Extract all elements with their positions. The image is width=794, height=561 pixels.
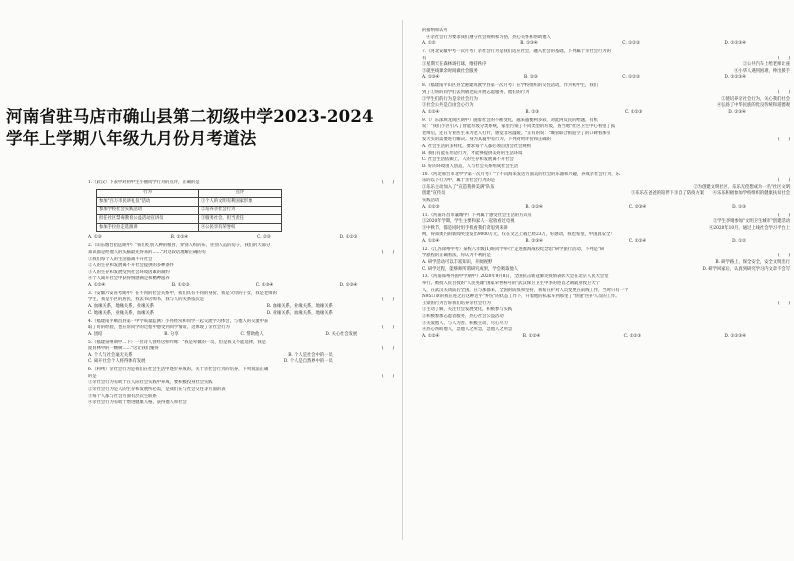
answer-blank: ( ) (382, 297, 394, 303)
sub-statement: D. 研学回家后，认真到研究学习内文章不会写 (702, 266, 790, 272)
table-row (97, 223, 282, 232)
option-row (422, 41, 746, 48)
option-row (422, 205, 746, 212)
table-cell: ②培养亲社会行为 (198, 206, 281, 215)
answer-option: C. ①②③ (623, 333, 642, 339)
question-stem-line: 7.（河北安徽中考一次月考）亲社会行为是我们适应社会，融入社会的基础，下列属于亲社会行为的 (422, 49, 611, 55)
question-stem: 知识都是经他人的头脑最先得来的……"对这段话理解正确的有 (88, 249, 206, 255)
sub-statement: ①亲社会行为有助于在人际社会实践中养成，要积极投身社会实践 (88, 380, 213, 386)
answer-option: B. ②③ (524, 75, 538, 81)
option-row (88, 359, 333, 366)
answer-option: C. 离开社会个人将得体有发展 (88, 359, 146, 365)
table-cell: ③服务社会，担当责任 (198, 215, 281, 224)
answer-option: B. ①②④ (525, 204, 543, 210)
option-row (88, 304, 333, 311)
sub-statement: ③乐乐在爸爸的陪伴下亲自了防疫方案 ④乐乐积极参加学校组织的健康扶贫社会 (631, 191, 790, 197)
table-cell: 参加学校社会实践活动 (97, 206, 199, 215)
question-stem-line (422, 137, 790, 144)
question-stem-line: 实践活动 (422, 198, 440, 204)
answer-option: D. 个人是自然界中的一员 (283, 359, 333, 365)
question-stem-line: 9.（广东深圳龙岗区期中）随着社会的不断变化，越来越便利多彩，对此阿反民的给题，有机 (422, 117, 598, 123)
question-stem-line: N95口罩的我在进之后这种近乎"弃伤"的状态工作下，开着他的私家车到那里了"快递"医护人员的工作。 (422, 294, 620, 300)
sub-statement: ④亲社会行为有助于增进健康人格，获得他人和社会 (88, 400, 187, 406)
sub-statement: A. 社会生活的多样化，要求每个人都必须首创会社会规则 (422, 143, 531, 149)
answer-option: D. ①③ (732, 204, 746, 210)
sub-statement: ①星期天在森林场打球，维持秩序 (422, 62, 487, 68)
question-stem-line: 2.（山东烟台招远期中）"我们吃别人种的粮食，穿别人织的布，住别人造的房子，我们的大部分 (88, 243, 271, 249)
answer-blank: ( ) (382, 325, 394, 331)
right-column (408, 0, 794, 561)
sub-statement-row (422, 267, 790, 274)
question (422, 83, 790, 116)
question-stem-line: ④亲社会行为要求我们遵守社会规则和习俗，热心关怀和帮助他人 (422, 34, 551, 40)
answer-option: D. ①② (732, 238, 746, 244)
sub-statement: ④个人离开社会中获得情感满足和精神滋养 (88, 276, 170, 282)
sub-statement: ②人的生存和发展离不开社会提供的多种条件 (88, 263, 174, 269)
answer-option: B. 分享 (164, 331, 179, 337)
question (88, 291, 394, 317)
answer-option: B. 个人是社会中的一员 (288, 352, 333, 358)
question (422, 247, 790, 273)
sub-statement: 创建"宣传员 (422, 191, 446, 197)
question-stem-line (422, 178, 790, 185)
sub-statement: B. 研学路上，保全安全，安全文明出行 (715, 259, 790, 265)
answer-option: D. ①②③④ (724, 41, 746, 47)
question-stem-line: 网，得知奥内的新闻奖里发出9000万元，仅在文艺上载已经23万，好感动，我也希望，中国真安全！ (422, 232, 615, 238)
question-stem: 学旅程的正确看法，你认为不利的是 (422, 253, 491, 259)
answer-option: C. ①②③ (622, 75, 640, 81)
question (422, 213, 790, 246)
table-row (97, 198, 282, 207)
answer-blank: ( ) (778, 89, 790, 95)
answer-option: C. 地缘关系，业缘关系，血缘关系 (88, 310, 155, 316)
sub-statement: ②亲社会行为是人的生存和发展所必需，是我们在与社会交往等方面的表 (88, 387, 226, 393)
sub-statement: D. 好的环境由人创造，人与社会关系组成社会生活 (422, 163, 519, 169)
option-row (88, 235, 357, 242)
answer-option: D. ①②③ (339, 235, 358, 241)
answer-option: C. ①②③ (624, 109, 643, 115)
option-row (422, 75, 746, 82)
sub-statement: ③社会公共是自由会心行为 (422, 103, 474, 109)
sub-statement-row (422, 69, 790, 76)
table-row (97, 215, 282, 224)
table-cell: ①个人的文明有利国家形象 (198, 198, 281, 207)
table-header-row (97, 189, 282, 198)
table-row (97, 206, 282, 215)
answer-blank: ( ) (778, 300, 790, 306)
answer-option: A. ①②④ (422, 109, 440, 115)
option-row (88, 332, 357, 339)
question-stem-line (422, 253, 790, 260)
question-stem: 学生，我是小区的居民，我去书店购书，我与人的关系依次是 (88, 297, 205, 303)
question-stem: 庞育林中的一颗树……"这让我们懂得 (88, 346, 159, 352)
option-row (88, 283, 357, 290)
comment-table (96, 189, 282, 233)
answer-option: C. ②③ (257, 235, 271, 241)
sub-statement: ④热心帮助他人，急他人之所急，急他人之所急 (422, 327, 513, 333)
sub-statement: ②积极参加志愿者服务，热心社会公益活动 (422, 314, 504, 320)
table-cell: 参加"百万市民讲礼仪"活动 (97, 198, 199, 207)
sub-statement: ②使培养亲社会行为，关心我们社会 (721, 96, 790, 102)
question-stem-line: 8.（福建南平山区县全港建筑教学县第一次月考）在学校组织的交往活动，作为初中生，我们 (422, 83, 598, 89)
question-stem: 1.（武汉）下表中对初中生小丽同学行为的点评，正确的是 (88, 180, 200, 185)
question-stem: 发大实的需要进行解决。身为其寝中有行为，下列对材评价和正确的 (422, 137, 551, 143)
answer-option: B. ②③④ (525, 238, 543, 244)
answer-option: D. ①②③④ (724, 333, 746, 339)
answer-option: B. ①②④ (522, 333, 541, 339)
option-row (422, 110, 746, 117)
answer-option: A. ①③ (88, 235, 102, 241)
question (88, 367, 394, 407)
question-stem-line (88, 346, 394, 353)
sub-statement: ③关爱他人，与人为善，积极主动，尽心尽力 (422, 320, 508, 326)
answer-option: B. ①②③ (171, 282, 190, 288)
question-stem-line (422, 301, 790, 308)
answer-blank: ( ) (778, 55, 790, 61)
answer-blank: ( ) (382, 373, 394, 379)
answer-blank: ( ) (778, 137, 790, 143)
sub-statement-row (422, 226, 790, 233)
sub-statement: ④小华人遇到困难，伸出援手 (734, 68, 790, 74)
option-row (88, 311, 333, 318)
question (88, 319, 394, 339)
question-stem-line (422, 90, 790, 97)
answer-option: B. ①③④ (520, 41, 538, 47)
question (422, 49, 790, 82)
answer-option: A. 血缘关系，地缘关系，业缘关系 (88, 304, 154, 310)
sub-statement: ③中秋节，都是同时用手机看我们奇思到来讲 (422, 225, 508, 231)
question-stem-line: 13.（河南郑州外国中学期中）2020年9月8日，全国抗击新冠肺炎疫情表彰大会在北京人民大会堂 (422, 274, 609, 280)
sub-statement: ④2020年10月，通过上线社会学习平台上 (709, 225, 790, 231)
answer-blank: ( ) (382, 180, 394, 185)
sub-statement: C. 社会生活依赖上，人的生存和发展离不开社会 (422, 157, 514, 163)
answer-option: C. ①③④ (255, 282, 274, 288)
question (422, 118, 790, 171)
question-stem-line (88, 250, 394, 257)
question-stem-line: 5.（福建泉州期中二下）一位诗人曾经这样吟咏："我是卑微的一员，但是我又不能选择，我是 (88, 339, 266, 345)
answer-option: D. 业缘关系，血缘关系，地缘关系 (266, 310, 333, 316)
question-stem-line: 3.（安徽六安省考期中）在不同的社会关系中，我们具有不同的身份，我是父母的子女，我是老师的 (88, 290, 277, 296)
question-stem: 到了①班的同学们去到敬老院开展志愿服务，他们的行为 (422, 89, 530, 95)
question (422, 274, 790, 340)
sub-statement-row (422, 219, 790, 226)
question-stem-line (88, 180, 394, 187)
answer-option: A. ①②④ (422, 238, 440, 244)
answer-option: C. ①②④ (628, 238, 647, 244)
table-cell: 担任社区禁毒教育公益活动宣讲员 (97, 215, 199, 224)
question-stem: 有 (422, 55, 427, 61)
question-stem-line: 的接纳和认可 (422, 28, 448, 33)
question-stem-line: 举行。被授人民目授的"人民英雄"国家荣誉称号的"武汉保卫卫生中李的进首之期就业授卫大宁 (422, 281, 600, 287)
answer-option: A. ①② (422, 41, 436, 47)
answer-option: A. ②③④ (422, 75, 440, 81)
option-row (422, 334, 746, 341)
sub-statement: ②学生李婧参加"文明卫生城市"创建活动 (713, 219, 790, 225)
answer-option: B. 血缘关系，业缘关系，地缘关系 (266, 304, 333, 310)
answer-option: B. ①②④ (170, 235, 189, 241)
sub-statement: ①主动了解，关注社会发展变化，积极参与实践 (422, 307, 513, 313)
sub-statement: B. 我们有能在坦适行为，才能够提供美好的生活环境 (422, 150, 523, 156)
table-header-cell: 点评 (198, 189, 281, 198)
table-cell: 参加手拉拉走选演讲 (97, 223, 199, 232)
answer-blank: ( ) (382, 249, 394, 255)
answer-option: A. ①②③ (422, 204, 440, 210)
question (88, 180, 394, 242)
sub-statement: ①乐乐主动加入了"宣造我拼美满"队伍 (422, 184, 495, 190)
sub-statement: ①我们每个人的生活都离不开社会 (88, 256, 153, 262)
question-stem: 的是 (88, 373, 97, 379)
option-row (422, 239, 746, 246)
question-stem-line: 老师后，还在专业医生来为老人打针，感觉非常温暖，"正有的说："城管联合街道空了的口碑看那引 (422, 130, 611, 136)
answer-option: A. ①②④ (422, 333, 440, 339)
sub-statement: ③人的生存和发展受到社会环境因素的制约 (88, 269, 170, 275)
answer-option: D. ①②③④ (724, 75, 746, 81)
answer-option: A. ①②④ (88, 282, 106, 288)
sub-statement-row (422, 191, 790, 198)
answer-option: D. 关心社会发展 (325, 331, 358, 337)
answer-option: D. ②③④ (339, 282, 358, 288)
sub-statement-row (422, 260, 790, 267)
question (88, 243, 394, 289)
question-stem-line: 6.（利州）亲社会行为是我们在社会生活中逐步养成的。关于亲社会行为的培养，下列说法正确 (88, 367, 269, 373)
sub-statement: ②公共汽车上给老师让座 (742, 62, 790, 68)
question-stem-line: 4.（福建南平顺昌县第一中学质量监测）小亮经常和同学一起交流学习体会，与他人的交流中获 (88, 318, 269, 324)
answer-option: C. ①②③ (622, 41, 640, 47)
answer-option: D. ②③④ (728, 109, 746, 115)
sub-statement: C. 研学过程，能够师所谓研究成果，学会吸取他人 (422, 266, 519, 272)
question (88, 340, 394, 366)
question-stem-line: 12.（江苏徐州中考）某校八年级(1)班同学举行"走进淮海战役纪念馆"研学旅行活动。下列是"研 (422, 246, 605, 252)
sub-statement-row (422, 62, 790, 69)
question-stem: 取了好的经验，也在帮同学的过程中感受到同学情谊，这体现了亲社会行为 (88, 325, 230, 331)
sub-statement-row (422, 103, 790, 110)
answer-option: C. 帮助他人 (240, 331, 264, 337)
question-stem-line: 10.（河北邢台市北中学第一次月考）"宁不向海来发达方面美的社会的乐器和兴趣，养成亲社会行为，乐 (422, 171, 620, 177)
answer-option: A. 团结 (88, 331, 103, 337)
page-title: 河南省驻马店市确山县第二初级中学2023-2024学年上学期八年级九月份月考道法 (6, 107, 374, 148)
sub-statement: ④弘扬了中华民族的优良传统和道德观 (716, 103, 790, 109)
sub-statement: ②为创建文明社区，乐乐无偿想成为一名"社区文明 (693, 184, 790, 190)
question-stem-line: 人，在武汉关闭前后全国，在与那都来，全国的防疫和坚持，我希在护对人员变更在前线工作，当时只有一个 (422, 287, 629, 293)
question (422, 28, 790, 48)
question-stem: 乐的以下行为中，属于亲社会行为的是 (422, 178, 496, 184)
answer-blank: ( ) (778, 178, 790, 184)
sub-statement: ③就坐线课余时间做社会服务 (422, 68, 478, 74)
answer-blank: ( ) (778, 253, 790, 259)
table-cell: ④公民享有荣誉权 (198, 223, 281, 232)
question (422, 172, 790, 212)
answer-option: A. 个人与社会毫无关系 (88, 352, 133, 358)
answer-blank: ( ) (382, 346, 394, 352)
sub-statement: ①2020年学期，学生主要和家人一起收看过电视 (422, 219, 515, 225)
question-stem-line (88, 325, 394, 332)
sub-statement: A. 研学活动可以丰富知识，开阔视野 (422, 259, 493, 265)
column-divider (402, 20, 403, 540)
right-question-list (422, 28, 790, 342)
question-stem-line (88, 374, 394, 381)
sub-statement: ③每个人都与社会方面有层次生联系 (88, 393, 157, 399)
sub-statement: ①学生们的行为是亲社会行为 (422, 96, 478, 102)
table-header-cell: 行为 (97, 189, 199, 198)
answer-blank: ( ) (778, 212, 790, 218)
answer-option: B. ①③ (525, 109, 539, 115)
left-question-list (88, 180, 394, 408)
question-stem-line: 说："我们小区引入了智能垃圾分类系统，家里污染了不同类型的垃圾，查当地"社区卫生中心看望了孤 (422, 124, 616, 130)
question-stem: 11.（河南许昌市襄城中）下列属于感受社会生活的方式有 (422, 212, 532, 218)
answer-option: C. ②③④ (628, 204, 647, 210)
question-stem: 王梁的行为告诉我们培养亲社会行为 (422, 300, 491, 306)
